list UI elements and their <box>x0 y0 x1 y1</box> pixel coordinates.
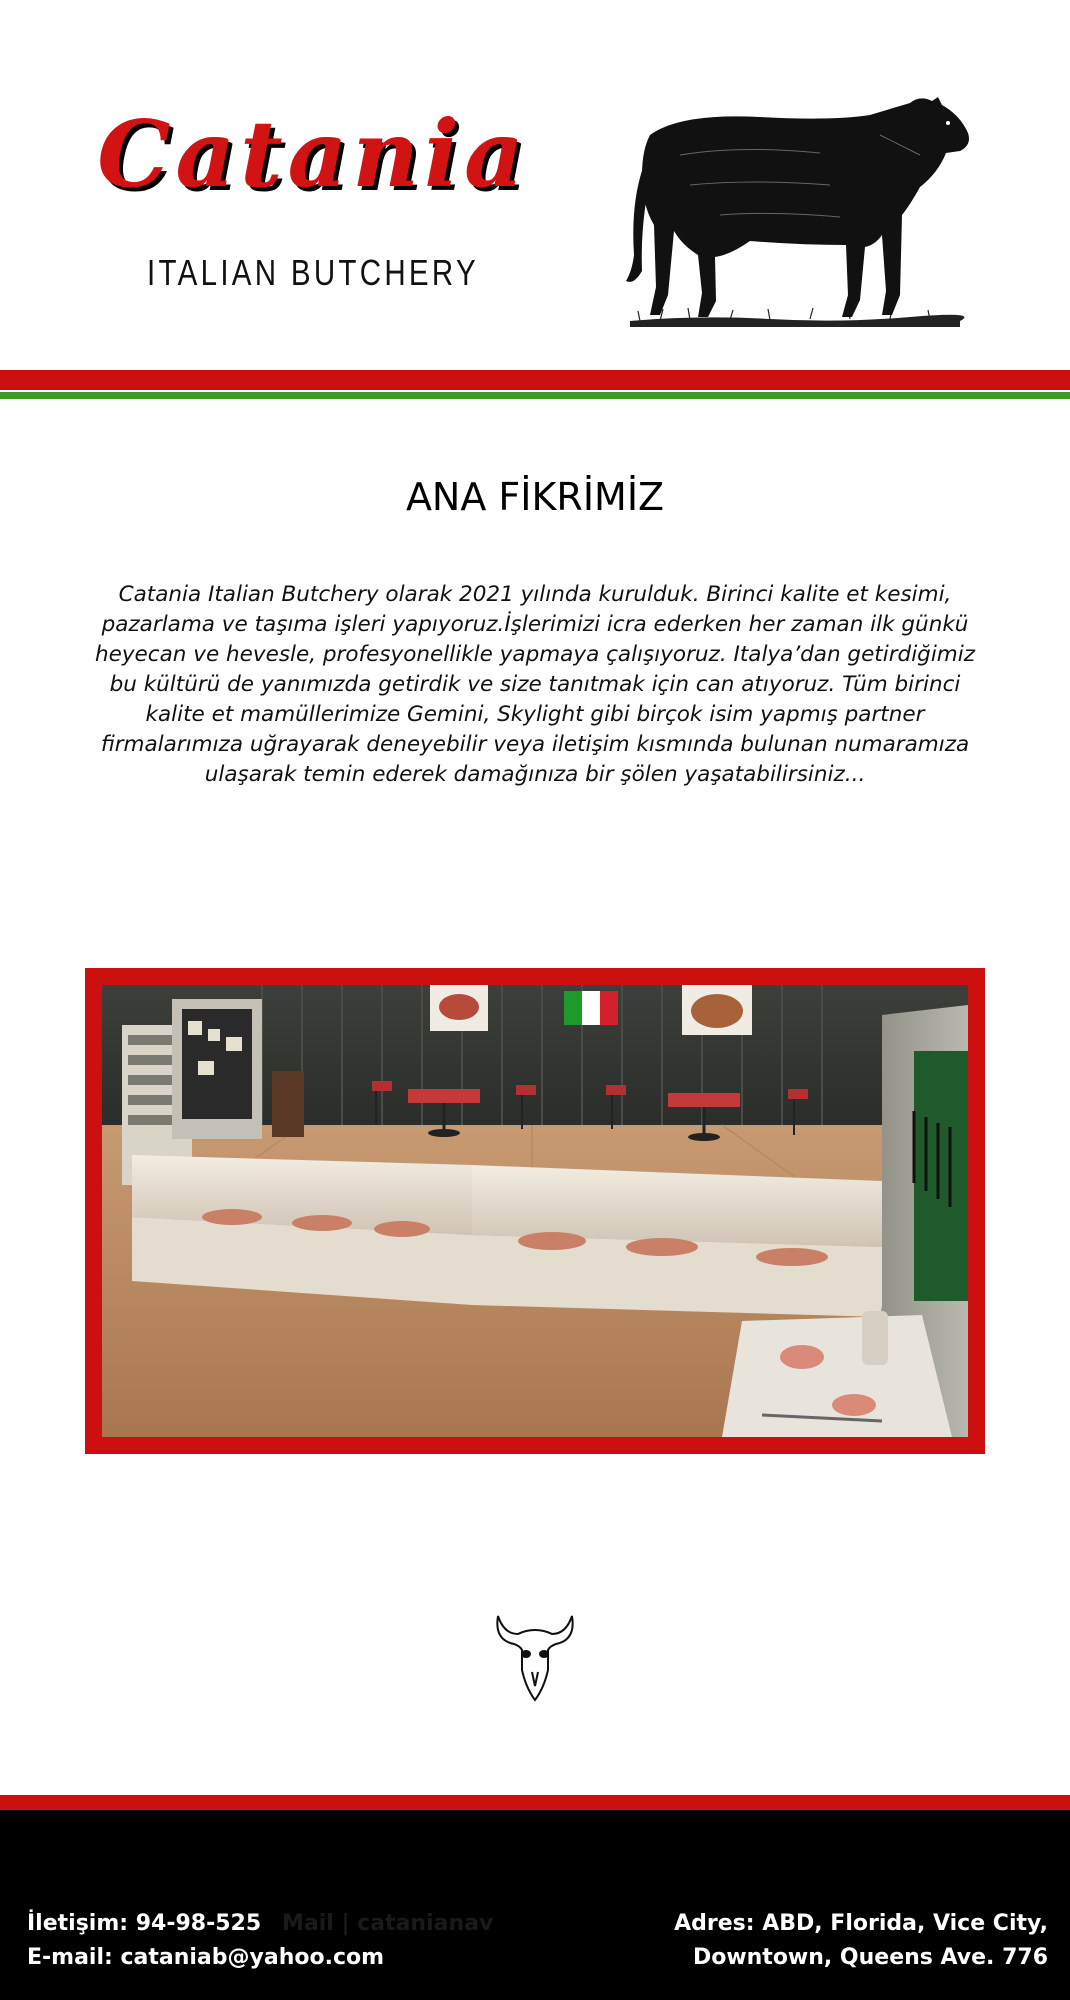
footer-address <box>674 1907 1048 1975</box>
footer-phone: İletişim: 94-98-525 <box>27 1911 262 1936</box>
bull-skull-icon <box>492 1610 578 1702</box>
header-green-stripe <box>0 392 1070 399</box>
shop-photo-frame <box>85 968 985 1454</box>
brand-subtitle: ITALIAN BUTCHERY <box>147 252 479 293</box>
footer-address-line2: Downtown, Queens Ave. 776 <box>692 1945 1048 1970</box>
header <box>0 0 1070 370</box>
about-paragraph: Catania Italian Butchery olarak 2021 yılında kurulduk. Birinci kalite et kesimi, pazarlama ve taşıma işleri yapıyoruz.İşlerimizi icra ederken her zaman ilk günkü heyecan ve hevesle, profesyonellikle yapmaya çalışıyoruz. Italya’dan getirdiğimiz bu kültürü de yanımızda getirdik ve size tanıtmak için can atıyoruz. Tüm birinci kalite et mamüllerimize Gemini, Skylight gibi birçok isim yapmış partner firmalarımıza uğrayarak deneyebilir veya iletişim kısmında bulunan numaramıza ulaşarak temin ederek damağınıza bir şölen yaşatabilirsiniz... <box>94 582 975 787</box>
header-red-stripe <box>0 370 1070 390</box>
brand-logo-text: Catania <box>97 100 529 208</box>
shop-interior-photo <box>102 985 968 1437</box>
footer-red-stripe <box>0 1795 1070 1810</box>
footer-email: E-mail: cataniab@yahoo.com <box>27 1945 385 1970</box>
cow-illustration-icon <box>620 95 985 330</box>
about-title: ANA FİKRİMİZ <box>405 475 665 519</box>
footer-faint-text: Mail | catanianav <box>282 1911 494 1936</box>
footer-contact <box>27 1907 384 1975</box>
footer-address-line1: Adres: ABD, Florida, Vice City, <box>674 1911 1048 1936</box>
